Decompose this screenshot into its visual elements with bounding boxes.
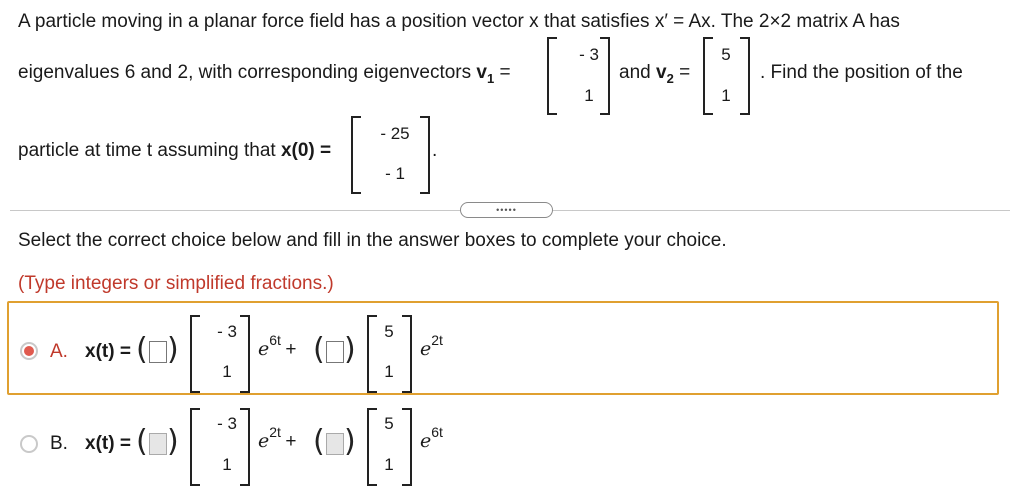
v1-bottom: 1 (584, 86, 594, 105)
choice-b-lhs: x(t) = (85, 433, 131, 454)
choice-b-vec1-left-bracket (190, 408, 200, 486)
and-text: and (619, 62, 656, 83)
v1-right-bracket (600, 37, 610, 115)
choice-b-vec1-bottom: 1 (222, 455, 232, 474)
choice-a-close-paren-1: ) (167, 332, 179, 367)
x0-right-bracket (420, 116, 430, 194)
choice-a-e-1: e (258, 338, 270, 360)
choice-a-open-paren-2: ( (313, 332, 325, 367)
choice-a-coef-2-input[interactable] (326, 341, 344, 363)
problem-line-2-end: . Find the position of the (760, 62, 963, 83)
x0-label: x(0) = (280, 140, 332, 161)
choice-b-close-paren-2: ) (344, 424, 356, 459)
choice-a-exp-1 (258, 332, 297, 361)
choice-a-vec1-bottom: 1 (222, 362, 232, 381)
choice-b-coef-2-input[interactable] (326, 433, 344, 455)
v2-right-bracket (740, 37, 750, 115)
choice-a-vec2-right-bracket (402, 315, 412, 393)
choice-a-lhs: x(t) = (85, 341, 131, 362)
v2-subscript: 2 (666, 71, 674, 86)
problem-line-3 (18, 140, 331, 162)
choice-a-radio[interactable] (20, 342, 38, 360)
x0-bottom: - 1 (385, 164, 405, 183)
choice-b-vec2-bottom: 1 (384, 455, 394, 474)
choice-b-vec1-top: - 3 (217, 414, 237, 433)
choice-b-plus: + (285, 431, 297, 452)
choice-b-close-paren-1: ) (167, 424, 179, 459)
problem-line-3-text: particle at time t assuming that (18, 140, 281, 161)
choice-b-exp-2 (420, 424, 443, 452)
choice-a-coef-1-input[interactable] (149, 341, 167, 363)
choice-a-exp-2 (420, 332, 443, 360)
and-v2-text (619, 62, 690, 85)
choice-a-e-2: e (420, 338, 432, 360)
v1-top: - 3 (579, 45, 599, 64)
v2-bottom: 1 (721, 86, 731, 105)
v2-equals: = (679, 62, 691, 83)
choice-a-plus: + (285, 339, 297, 360)
v1-subscript: 1 (486, 71, 495, 86)
choice-b-open-paren-2: ( (313, 424, 325, 459)
x0-top: - 25 (380, 124, 410, 143)
choice-a-vec2-bottom: 1 (384, 362, 394, 381)
problem-line-2-text: eigenvalues 6 and 2, with corresponding eigenvectors (18, 62, 477, 83)
problem-line-3-end: . (432, 140, 438, 161)
choice-b-coef-1-input[interactable] (149, 433, 167, 455)
choice-b-vec2-right-bracket (402, 408, 412, 486)
choice-b-open-paren-1: ( (136, 424, 148, 459)
v1-label: v (476, 62, 487, 83)
problem-line-1: A particle moving in a planar force field has a position vector x that satisfies x′ = Ax. The 2×2 matrix A has (18, 11, 900, 32)
choice-a-exp-1-power: 6t (269, 332, 281, 348)
choice-b-vec1-right-bracket (240, 408, 250, 486)
hint-text: (Type integers or simplified fractions.) (18, 273, 334, 294)
expand-button[interactable]: ••••• (460, 202, 553, 218)
problem-line-2 (18, 62, 511, 85)
choice-a-open-paren-1: ( (136, 332, 148, 367)
choice-b-radio[interactable] (20, 435, 38, 453)
v1-equals: = (499, 62, 511, 83)
choice-b-exp-1 (258, 424, 297, 453)
v1-left-bracket (547, 37, 557, 115)
radio-selected-dot (24, 346, 34, 356)
choice-a-vec1-right-bracket (240, 315, 250, 393)
v2-label: v (655, 62, 667, 83)
choice-b-exp-2-power: 6t (431, 424, 443, 440)
choice-a-letter: A. (50, 341, 68, 362)
instruction-text: Select the correct choice below and fill in the answer boxes to complete your choice. (18, 230, 727, 251)
choice-b-e-2: e (420, 430, 432, 452)
choice-b-vec2-top: 5 (384, 414, 394, 433)
choice-b-letter: B. (50, 433, 68, 454)
v2-top: 5 (721, 45, 731, 64)
choice-a-close-paren-2: ) (344, 332, 356, 367)
choice-a-vec2-top: 5 (384, 322, 394, 341)
choice-a-exp-2-power: 2t (431, 332, 443, 348)
choice-a-vec1-left-bracket (190, 315, 200, 393)
x0-left-bracket (351, 116, 361, 194)
choice-b-e-1: e (258, 430, 270, 452)
choice-a-vec1-top: - 3 (217, 322, 237, 341)
choice-b-exp-1-power: 2t (269, 424, 281, 440)
